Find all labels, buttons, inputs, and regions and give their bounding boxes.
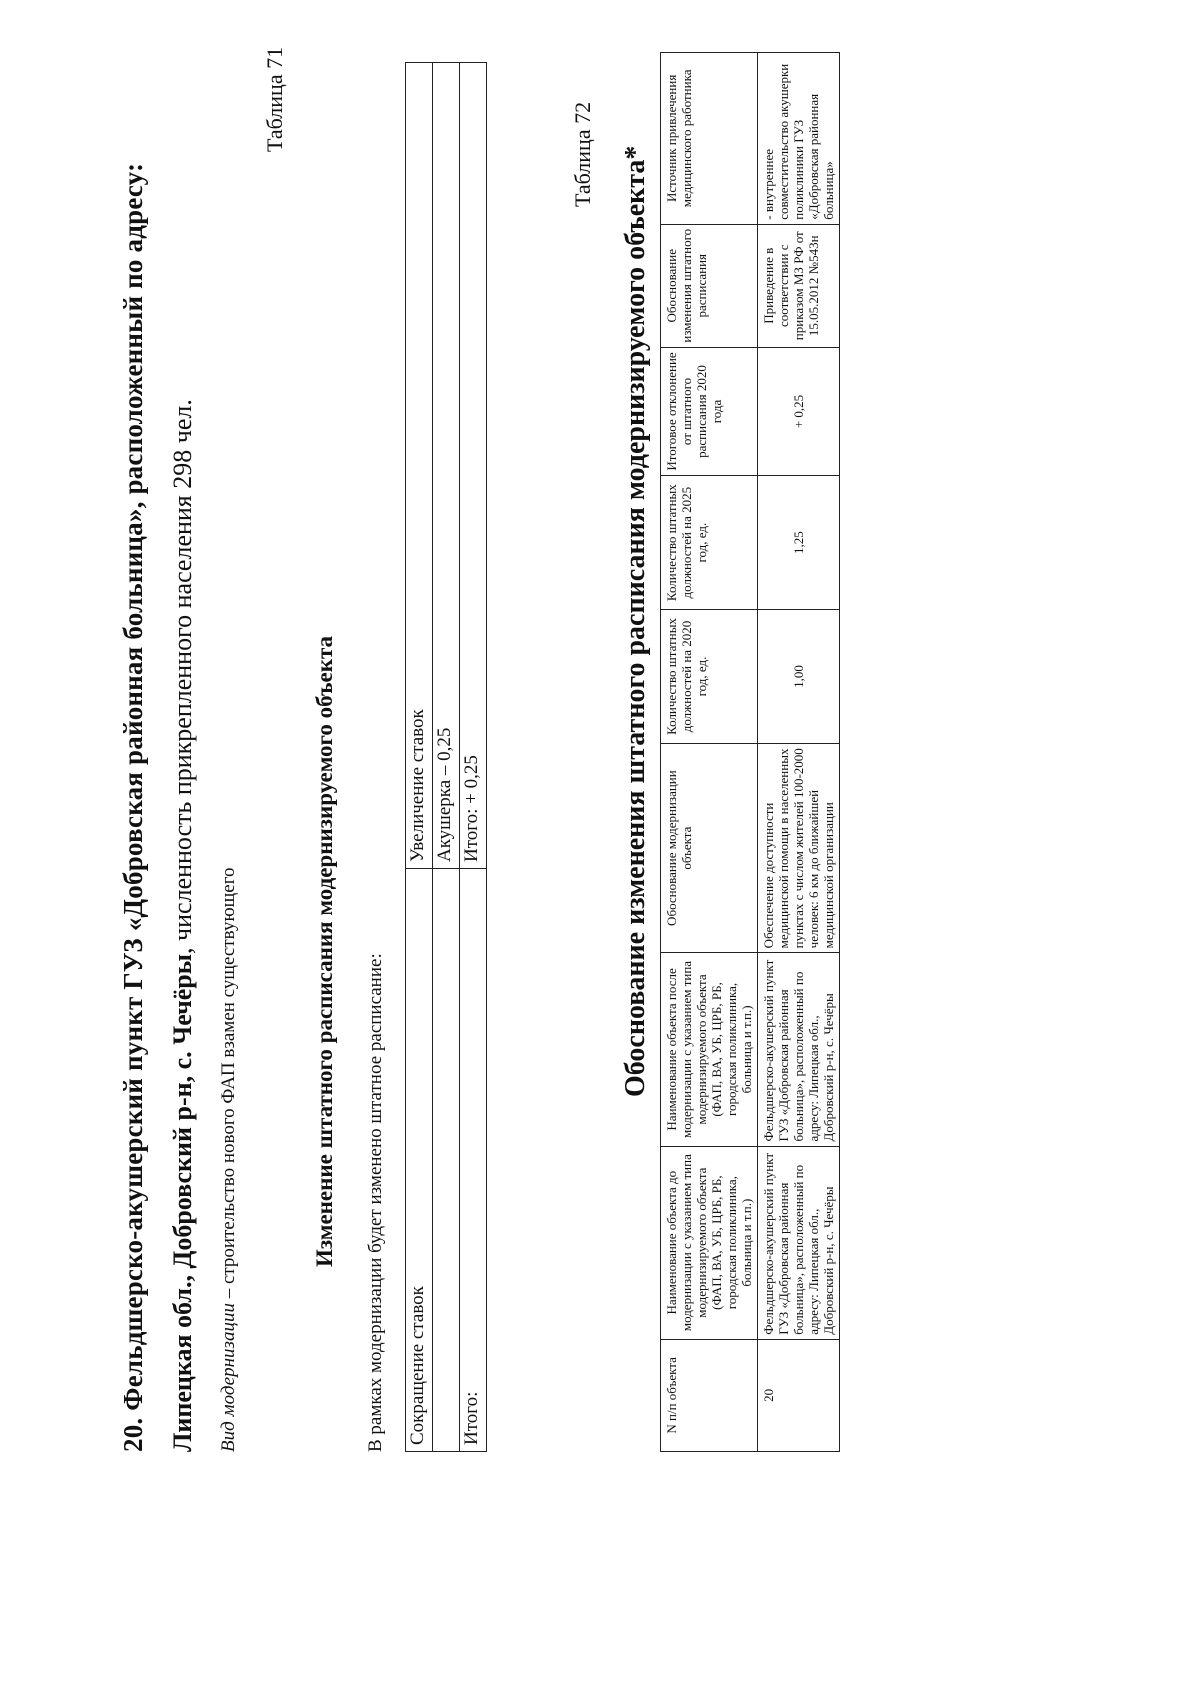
table-row <box>406 63 433 1452</box>
column-header: Наименование объекта до модернизации с указанием типа модернизируемого объекта (ФАП, ВА, УБ, ЦРБ, РБ, городская поликлиника, больница и т.п.) <box>661 1146 758 1339</box>
column-header: Итоговое отклонение от штатного расписания 2020 года <box>661 347 758 475</box>
table-row <box>460 63 487 1452</box>
table-cell: - внутреннее совместительство акушерки поликлиники ГУЗ «Добровская районная больница» <box>758 53 840 225</box>
facility-address-line <box>168 399 198 1452</box>
column-header: Наименование объекта после модернизации с указанием типа модернизируемого объекта (ФАП, ВА, УБ, ЦРБ, РБ, городская поликлиника, больница и т.п.) <box>661 953 758 1146</box>
column-header: Количество штатных должностей на 2025 год, ед. <box>661 476 758 610</box>
table-cell: Обеспечение доступности медицинской помощи в населенных пунктах с числом жителей 100-2000 человек: 6 км до ближайшей медицинской организации <box>758 743 840 952</box>
column-header: Обоснование изменения штатного расписания <box>661 224 758 347</box>
table-cell: + 0,25 <box>758 347 840 475</box>
table-header-row <box>661 53 758 1452</box>
table-cell: Приведение в соответствии с приказом МЗ РФ от 15.05.2012 №543н <box>758 224 840 347</box>
staffing-change-table <box>405 62 487 1452</box>
column-header: N п/п объекта <box>661 1339 758 1451</box>
table-cell: Сокращение ставок <box>406 869 433 1452</box>
column-header: Источник привлечения медицинского работника <box>661 53 758 225</box>
table71-number: Таблица 71 <box>262 46 287 152</box>
table-row <box>433 63 460 1452</box>
table71-intro: В рамках модернизации будет изменено штатное расписание: <box>365 953 386 1452</box>
facility-address: Липецкая обл., Добровский р-н, с. Чечёры <box>168 953 197 1452</box>
table-cell: Фельдшерско-акушерский пункт ГУЗ «Добровская районная больница», расположенный по адресу: Липецкая обл., Добровский р-н, с. Чечёры <box>758 953 840 1146</box>
table72-number: Таблица 72 <box>570 101 595 207</box>
table-cell: Итого: + 0,25 <box>460 63 487 869</box>
table-cell: Итого: <box>460 869 487 1452</box>
table72-title: Обоснование изменения штатного расписания модернизируемого объекта* <box>620 145 651 1097</box>
table-cell <box>433 869 460 1452</box>
table-cell: 1,00 <box>758 610 840 744</box>
modernization-value: – строительство нового ФАП взамен существующего <box>218 867 239 1304</box>
facility-heading: 20. Фельдшерско-акушерский пункт ГУЗ «Добровская районная больница», расположенный по адресу: <box>118 162 148 1452</box>
modernization-type <box>218 867 240 1452</box>
table71-title: Изменение штатного расписания модернизируемого объекта <box>312 635 337 1267</box>
table-cell: Фельдшерско-акушерский пункт ГУЗ «Добровская районная больница», расположенный по адресу: Липецкая обл., Добровский р-н, с. Чечёры <box>758 1146 840 1339</box>
population-text: , численность прикрепленного населения 298 чел. <box>168 399 197 954</box>
table-cell: 20 <box>758 1339 840 1451</box>
table-cell: Акушерка – 0,25 <box>433 63 460 869</box>
column-header: Обоснование модернизации объекта <box>661 743 758 952</box>
column-header: Количество штатных должностей на 2020 год, ед. <box>661 610 758 744</box>
table-cell: Увеличение ставок <box>406 63 433 869</box>
table-cell: 1,25 <box>758 476 840 610</box>
table-row <box>758 53 840 1452</box>
staffing-justification-table <box>660 52 840 1452</box>
modernization-label: Вид модернизации <box>218 1303 239 1452</box>
